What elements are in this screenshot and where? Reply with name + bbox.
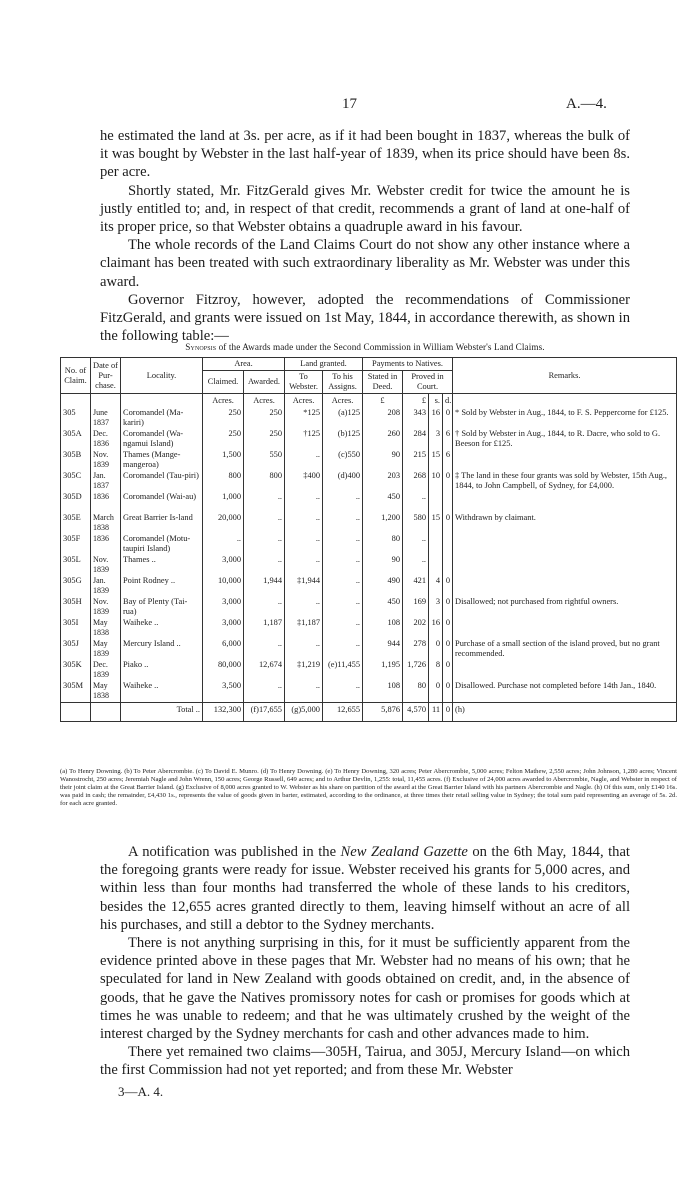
payment-pounds-cell: 278	[403, 639, 429, 660]
payment-shillings-cell: 16	[429, 618, 443, 639]
purchase-date-cell: Nov. 1839	[91, 450, 121, 471]
locality-cell: Coromandel (Ma-kariri)	[121, 408, 203, 429]
table-row	[61, 513, 677, 534]
paragraph-text: on the 6th May, 1844, that the foregoing grants were ready for issue. Webster received his grants for 5,000 acres, and within less than four months had transferred the whole of these lands to his creditors, besides the 12,655 acres granted directly to them, leaving himself without an acre of all his purchases, and still a debtor to the Sydney merchants.	[100, 844, 630, 933]
locality-cell: Thames ..	[121, 555, 203, 576]
header-payments: Payments to Natives.	[363, 358, 453, 371]
page-footer-signature: 3—A. 4.	[118, 1084, 164, 1099]
purchase-date-cell: May 1838	[91, 681, 121, 703]
area-awarded-cell: 800	[244, 471, 285, 492]
payment-stated-cell: 1,195	[363, 660, 403, 681]
payment-pence-cell: 6	[443, 429, 453, 450]
claim-number-cell: 305I	[61, 618, 91, 639]
granted-to-webster-cell: ‡1,187	[285, 618, 323, 639]
remarks-cell	[453, 492, 677, 513]
purchase-date-cell: Nov. 1839	[91, 555, 121, 576]
remarks-cell	[453, 534, 677, 555]
awards-table	[60, 357, 677, 722]
claim-number-cell: 305L	[61, 555, 91, 576]
payment-shillings-cell: 10	[429, 471, 443, 492]
granted-to-assigns-cell: ..	[323, 513, 363, 534]
granted-to-webster-cell: ..	[285, 639, 323, 660]
area-awarded-cell: ..	[244, 534, 285, 555]
locality-cell: Bay of Plenty (Tai-rua)	[121, 597, 203, 618]
payment-pence-cell: 0	[443, 660, 453, 681]
header-area: Area.	[203, 358, 285, 371]
area-claimed-cell: 6,000	[203, 639, 244, 660]
table-row	[61, 681, 677, 703]
table-row	[61, 534, 677, 555]
locality-cell: Point Rodney ..	[121, 576, 203, 597]
payment-stated-cell: 90	[363, 450, 403, 471]
granted-to-assigns-cell: ..	[323, 618, 363, 639]
area-claimed-cell: ..	[203, 534, 244, 555]
area-awarded-cell: ..	[244, 555, 285, 576]
total-shillings: 11	[429, 703, 443, 722]
payment-stated-cell: 80	[363, 534, 403, 555]
area-claimed-cell: 80,000	[203, 660, 244, 681]
payment-pounds-cell: 169	[403, 597, 429, 618]
area-claimed-cell: 3,000	[203, 555, 244, 576]
header-land-granted: Land granted.	[285, 358, 363, 371]
total-to-assigns: 12,655	[323, 703, 363, 722]
purchase-date-cell: Dec. 1839	[91, 660, 121, 681]
granted-to-assigns-cell: (d)400	[323, 471, 363, 492]
payment-pounds-cell: 284	[403, 429, 429, 450]
total-stated: 5,876	[363, 703, 403, 722]
header-remarks: Remarks.	[453, 358, 677, 394]
granted-to-webster-cell: ..	[285, 492, 323, 513]
area-claimed-cell: 3,000	[203, 618, 244, 639]
area-awarded-cell: ..	[244, 597, 285, 618]
total-claimed: 132,300	[203, 703, 244, 722]
payment-stated-cell: 1,200	[363, 513, 403, 534]
table-row	[61, 492, 677, 513]
payment-shillings-cell: 15	[429, 450, 443, 471]
payment-shillings-cell	[429, 492, 443, 513]
total-row	[61, 703, 677, 722]
claim-number-cell: 305D	[61, 492, 91, 513]
caption-lead: Synopsis	[185, 342, 217, 352]
payment-pounds-cell: 343	[403, 408, 429, 429]
granted-to-assigns-cell: ..	[323, 576, 363, 597]
table-caption	[100, 342, 630, 352]
table-row	[61, 450, 677, 471]
table-row	[61, 471, 677, 492]
total-label: Total ..	[121, 703, 203, 722]
payment-pence-cell: 0	[443, 471, 453, 492]
remarks-cell	[453, 618, 677, 639]
prose-top	[100, 127, 630, 345]
granted-to-webster-cell: ..	[285, 597, 323, 618]
claim-number-cell: 305E	[61, 513, 91, 534]
payment-stated-cell: 90	[363, 555, 403, 576]
granted-to-webster-cell: ..	[285, 534, 323, 555]
granted-to-assigns-cell: (a)125	[323, 408, 363, 429]
claim-number-cell: 305K	[61, 660, 91, 681]
granted-to-webster-cell: ..	[285, 555, 323, 576]
paragraph: The whole records of the Land Claims Court do not show any other instance where a claimant has been treated with such extraordinary liberality as Mr. Webster was under this award.	[100, 237, 630, 290]
remarks-cell: Purchase of a small section of the island proved, but no grant recommended.	[453, 639, 677, 660]
purchase-date-cell: 1836	[91, 492, 121, 513]
payment-pence-cell: 0	[443, 408, 453, 429]
payment-pounds-cell: 580	[403, 513, 429, 534]
payment-pounds-cell: 1,726	[403, 660, 429, 681]
granted-to-webster-cell: ‡1,219	[285, 660, 323, 681]
paragraph: he estimated the land at 3s. per acre, as if it had been bought in 1837, whereas the bulk of it was bought by Webster in the last half-year of 1839, when its price should have been 8s. per acre.	[100, 128, 630, 181]
payment-shillings-cell: 16	[429, 408, 443, 429]
locality-cell: Great Barrier Is-land	[121, 513, 203, 534]
paragraph: Shortly stated, Mr. FitzGerald gives Mr. Webster credit for twice the amount he is justly entitled to; and, in respect of that credit, recommends a grant of land at one-half of its proper price, so that Webster obtains a quadruple award in his favour.	[100, 182, 630, 236]
area-claimed-cell: 10,000	[203, 576, 244, 597]
unit-label: Acres.	[244, 394, 285, 409]
remarks-cell: ‡ The land in these four grants was sold by Webster, 15th Aug., 1844, to John Campbell, of Sydney, for £4,000.	[453, 471, 677, 492]
payment-stated-cell: 208	[363, 408, 403, 429]
payment-pounds-cell: 421	[403, 576, 429, 597]
unit-label: Acres.	[285, 394, 323, 409]
payment-pence-cell: 0	[443, 597, 453, 618]
payment-pounds-cell: ..	[403, 534, 429, 555]
payment-shillings-cell: 0	[429, 639, 443, 660]
area-awarded-cell: 1,944	[244, 576, 285, 597]
area-awarded-cell: 1,187	[244, 618, 285, 639]
table-row	[61, 576, 677, 597]
locality-cell: Thames (Mange-mangeroa)	[121, 450, 203, 471]
table-row	[61, 618, 677, 639]
remarks-cell: Withdrawn by claimant.	[453, 513, 677, 534]
table-row	[61, 660, 677, 681]
area-awarded-cell: ..	[244, 681, 285, 703]
purchase-date-cell: Nov. 1839	[91, 597, 121, 618]
payment-stated-cell: 260	[363, 429, 403, 450]
purchase-date-cell: March 1838	[91, 513, 121, 534]
area-claimed-cell: 1,000	[203, 492, 244, 513]
payment-pence-cell: 0	[443, 513, 453, 534]
claim-number-cell: 305B	[61, 450, 91, 471]
payment-pence-cell: 6	[443, 450, 453, 471]
remarks-cell: Disallowed; not purchased from rightful owners.	[453, 597, 677, 618]
paragraph-text: A notification was published in the	[128, 844, 341, 860]
area-awarded-cell: 12,674	[244, 660, 285, 681]
payment-stated-cell: 450	[363, 492, 403, 513]
area-awarded-cell: ..	[244, 639, 285, 660]
locality-cell: Mercury Island ..	[121, 639, 203, 660]
payment-shillings-cell: 0	[429, 681, 443, 703]
area-awarded-cell: 550	[244, 450, 285, 471]
granted-to-webster-cell: †125	[285, 429, 323, 450]
purchase-date-cell: Jan. 1837	[91, 471, 121, 492]
remarks-cell	[453, 660, 677, 681]
purchase-date-cell: June 1837	[91, 408, 121, 429]
payment-pence-cell: 0	[443, 639, 453, 660]
claim-number-cell: 305F	[61, 534, 91, 555]
area-awarded-cell: ..	[244, 513, 285, 534]
granted-to-assigns-cell: ..	[323, 492, 363, 513]
gazette-title: New Zealand Gazette	[340, 844, 468, 860]
claim-number-cell: 305A	[61, 429, 91, 450]
granted-to-webster-cell: *125	[285, 408, 323, 429]
area-claimed-cell: 250	[203, 408, 244, 429]
payment-pounds-cell: 80	[403, 681, 429, 703]
header-proved-in-court: Proved in Court.	[403, 371, 453, 394]
paragraph: Governor Fitzroy, however, adopted the recommendations of Commissioner FitzGerald, and grants were issued on 1st May, 1844, in accordance therewith, as shown in the following table:—	[100, 291, 630, 345]
header-claimed: Claimed.	[203, 371, 244, 394]
header-stated-in-deed: Stated in Deed.	[363, 371, 403, 394]
payment-pence-cell	[443, 534, 453, 555]
page-number: 17	[342, 96, 357, 112]
table-row	[61, 597, 677, 618]
remarks-cell: * Sold by Webster in Aug., 1844, to F. S. Peppercorne for £125.	[453, 408, 677, 429]
payment-pounds-cell: 215	[403, 450, 429, 471]
payment-pence-cell	[443, 555, 453, 576]
area-claimed-cell: 3,000	[203, 597, 244, 618]
paragraph: There is not anything surprising in this, for it must be sufficiently apparent from the evidence printed above in these pages that Mr. Webster had no means of his own; that he speculated for land in New Zealand with goods obtained on credit, and, in the absence of goods, that he gave the Natives promissory notes for cash or promises for goods which at times he was unable to redeem; and that he was ultimately crushed by the weight of the interest charged by the Sydney merchants for cash and other advances made to him.	[100, 935, 630, 1043]
unit-label: £	[363, 394, 403, 409]
unit-label: s.	[429, 394, 443, 409]
paragraph: There yet remained two claims—305H, Tairua, and 305J, Mercury Island—on which the first Commission had not yet reported; and from these Mr. Webster	[100, 1044, 630, 1079]
granted-to-assigns-cell: ..	[323, 555, 363, 576]
caption-rest: of the Awards made under the Second Commission in William Webster's Land Claims.	[216, 342, 545, 352]
payment-stated-cell: 108	[363, 618, 403, 639]
payment-stated-cell: 944	[363, 639, 403, 660]
prose-bottom	[100, 843, 630, 1080]
locality-cell: Coromandel (Wai-au)	[121, 492, 203, 513]
claim-number-cell: 305C	[61, 471, 91, 492]
table-row	[61, 408, 677, 429]
payment-shillings-cell: 15	[429, 513, 443, 534]
table-row	[61, 429, 677, 450]
granted-to-assigns-cell: ..	[323, 597, 363, 618]
granted-to-webster-cell: ‡1,944	[285, 576, 323, 597]
header-locality: Locality.	[121, 358, 203, 394]
table-body	[61, 408, 677, 703]
granted-to-webster-cell: ‡400	[285, 471, 323, 492]
remarks-cell: † Sold by Webster in Aug., 1844, to R. Dacre, who sold to G. Beeson for £125.	[453, 429, 677, 450]
total-pounds: 4,570	[403, 703, 429, 722]
locality-cell: Piako ..	[121, 660, 203, 681]
purchase-date-cell: Jan. 1839	[91, 576, 121, 597]
payment-shillings-cell: 3	[429, 597, 443, 618]
locality-cell: Coromandel (Motu-taupiri Island)	[121, 534, 203, 555]
header-awarded: Awarded.	[244, 371, 285, 394]
area-claimed-cell: 1,500	[203, 450, 244, 471]
remarks-cell	[453, 576, 677, 597]
unit-label: Acres.	[323, 394, 363, 409]
granted-to-assigns-cell: (b)125	[323, 429, 363, 450]
area-awarded-cell: 250	[244, 408, 285, 429]
granted-to-webster-cell: ..	[285, 450, 323, 471]
page-header	[0, 96, 700, 116]
header-date-of-purchase: Date of Pur-chase.	[91, 358, 121, 394]
total-note: (h)	[453, 703, 677, 722]
locality-cell: Coromandel (Tau-piri)	[121, 471, 203, 492]
payment-stated-cell: 450	[363, 597, 403, 618]
table-row	[61, 555, 677, 576]
payment-pounds-cell: ..	[403, 492, 429, 513]
payment-stated-cell: 490	[363, 576, 403, 597]
remarks-cell	[453, 555, 677, 576]
table-footnotes: (a) To Henry Downing. (b) To Peter Abercrombie. (c) To David E. Munro. (d) To Henry Downing. (e) To Henry Downing, 320 acres; Peter Abercrombie, 5,000 acres; Felton Mathew, 2,550 acres; John Johnson, 1,280 acres; Vincent Wanostrocht, 250 acres; Jeremiah Nagle and John Wrenn, 150 acres; George Russell, 649 acres; and to Arthur Devlin, 1,255: total, 11,455 acres. (f) Exclusive of 24,000 acres awarded to Abercrombie, Nagle, and Webster in respect of their joint claim at the Great Barrier Island. (g) Exclusive of 8,000 acres granted to W. Webster as his share on partition of the award at the Great Barrier Island with his partners Abercrombie and Nagle. (h) Of this sum, only £140 16s. was paid in cash; the remainder, £4,430 1s., represents the value of goods given in barter, estimated, according to the ordinance, at three times their retail selling value in Sydney; the total sum paid representing an average of 5s. 2d. for each acre granted.	[60, 768, 677, 808]
unit-label: d.	[443, 394, 453, 409]
payment-pounds-cell: 202	[403, 618, 429, 639]
claim-number-cell: 305G	[61, 576, 91, 597]
paragraph	[100, 843, 630, 934]
claim-number-cell: 305J	[61, 639, 91, 660]
remarks-cell	[453, 450, 677, 471]
total-to-webster: (g)5,000	[285, 703, 323, 722]
payment-shillings-cell	[429, 534, 443, 555]
locality-cell: Coromandel (Wa-ngamui Island)	[121, 429, 203, 450]
header-no-of-claim: No. of Claim.	[61, 358, 91, 394]
purchase-date-cell: 1836	[91, 534, 121, 555]
granted-to-assigns-cell: (e)11,455	[323, 660, 363, 681]
claim-number-cell: 305	[61, 408, 91, 429]
payment-pence-cell: 0	[443, 681, 453, 703]
granted-to-assigns-cell: (c)550	[323, 450, 363, 471]
payment-pounds-cell: 268	[403, 471, 429, 492]
locality-cell: Waiheke ..	[121, 681, 203, 703]
document-reference: A.—4.	[566, 96, 607, 112]
remarks-cell: Disallowed. Purchase not completed before 14th Jan., 1840.	[453, 681, 677, 703]
payment-shillings-cell: 4	[429, 576, 443, 597]
claim-number-cell: 305H	[61, 597, 91, 618]
area-awarded-cell: ..	[244, 492, 285, 513]
granted-to-assigns-cell: ..	[323, 534, 363, 555]
granted-to-assigns-cell: ..	[323, 681, 363, 703]
locality-cell: Waiheke ..	[121, 618, 203, 639]
header-to-assigns: To his Assigns.	[323, 371, 363, 394]
payment-pence-cell: 0	[443, 618, 453, 639]
claim-number-cell: 305M	[61, 681, 91, 703]
header-to-webster: To Webster.	[285, 371, 323, 394]
payment-shillings-cell	[429, 555, 443, 576]
area-claimed-cell: 3,500	[203, 681, 244, 703]
payment-stated-cell: 203	[363, 471, 403, 492]
purchase-date-cell: May 1838	[91, 618, 121, 639]
table-row	[61, 639, 677, 660]
payment-pounds-cell: ..	[403, 555, 429, 576]
area-awarded-cell: 250	[244, 429, 285, 450]
payment-pence-cell: 0	[443, 576, 453, 597]
area-claimed-cell: 250	[203, 429, 244, 450]
unit-label: £	[403, 394, 429, 409]
granted-to-webster-cell: ..	[285, 681, 323, 703]
area-claimed-cell: 800	[203, 471, 244, 492]
purchase-date-cell: Dec. 1836	[91, 429, 121, 450]
total-pence: 0	[443, 703, 453, 722]
purchase-date-cell: May 1839	[91, 639, 121, 660]
granted-to-assigns-cell: ..	[323, 639, 363, 660]
granted-to-webster-cell: ..	[285, 513, 323, 534]
area-claimed-cell: 20,000	[203, 513, 244, 534]
units-row	[61, 394, 677, 409]
payment-stated-cell: 108	[363, 681, 403, 703]
payment-pence-cell	[443, 492, 453, 513]
payment-shillings-cell: 3	[429, 429, 443, 450]
payment-shillings-cell: 8	[429, 660, 443, 681]
total-awarded: (f)17,655	[244, 703, 285, 722]
unit-label: Acres.	[203, 394, 244, 409]
